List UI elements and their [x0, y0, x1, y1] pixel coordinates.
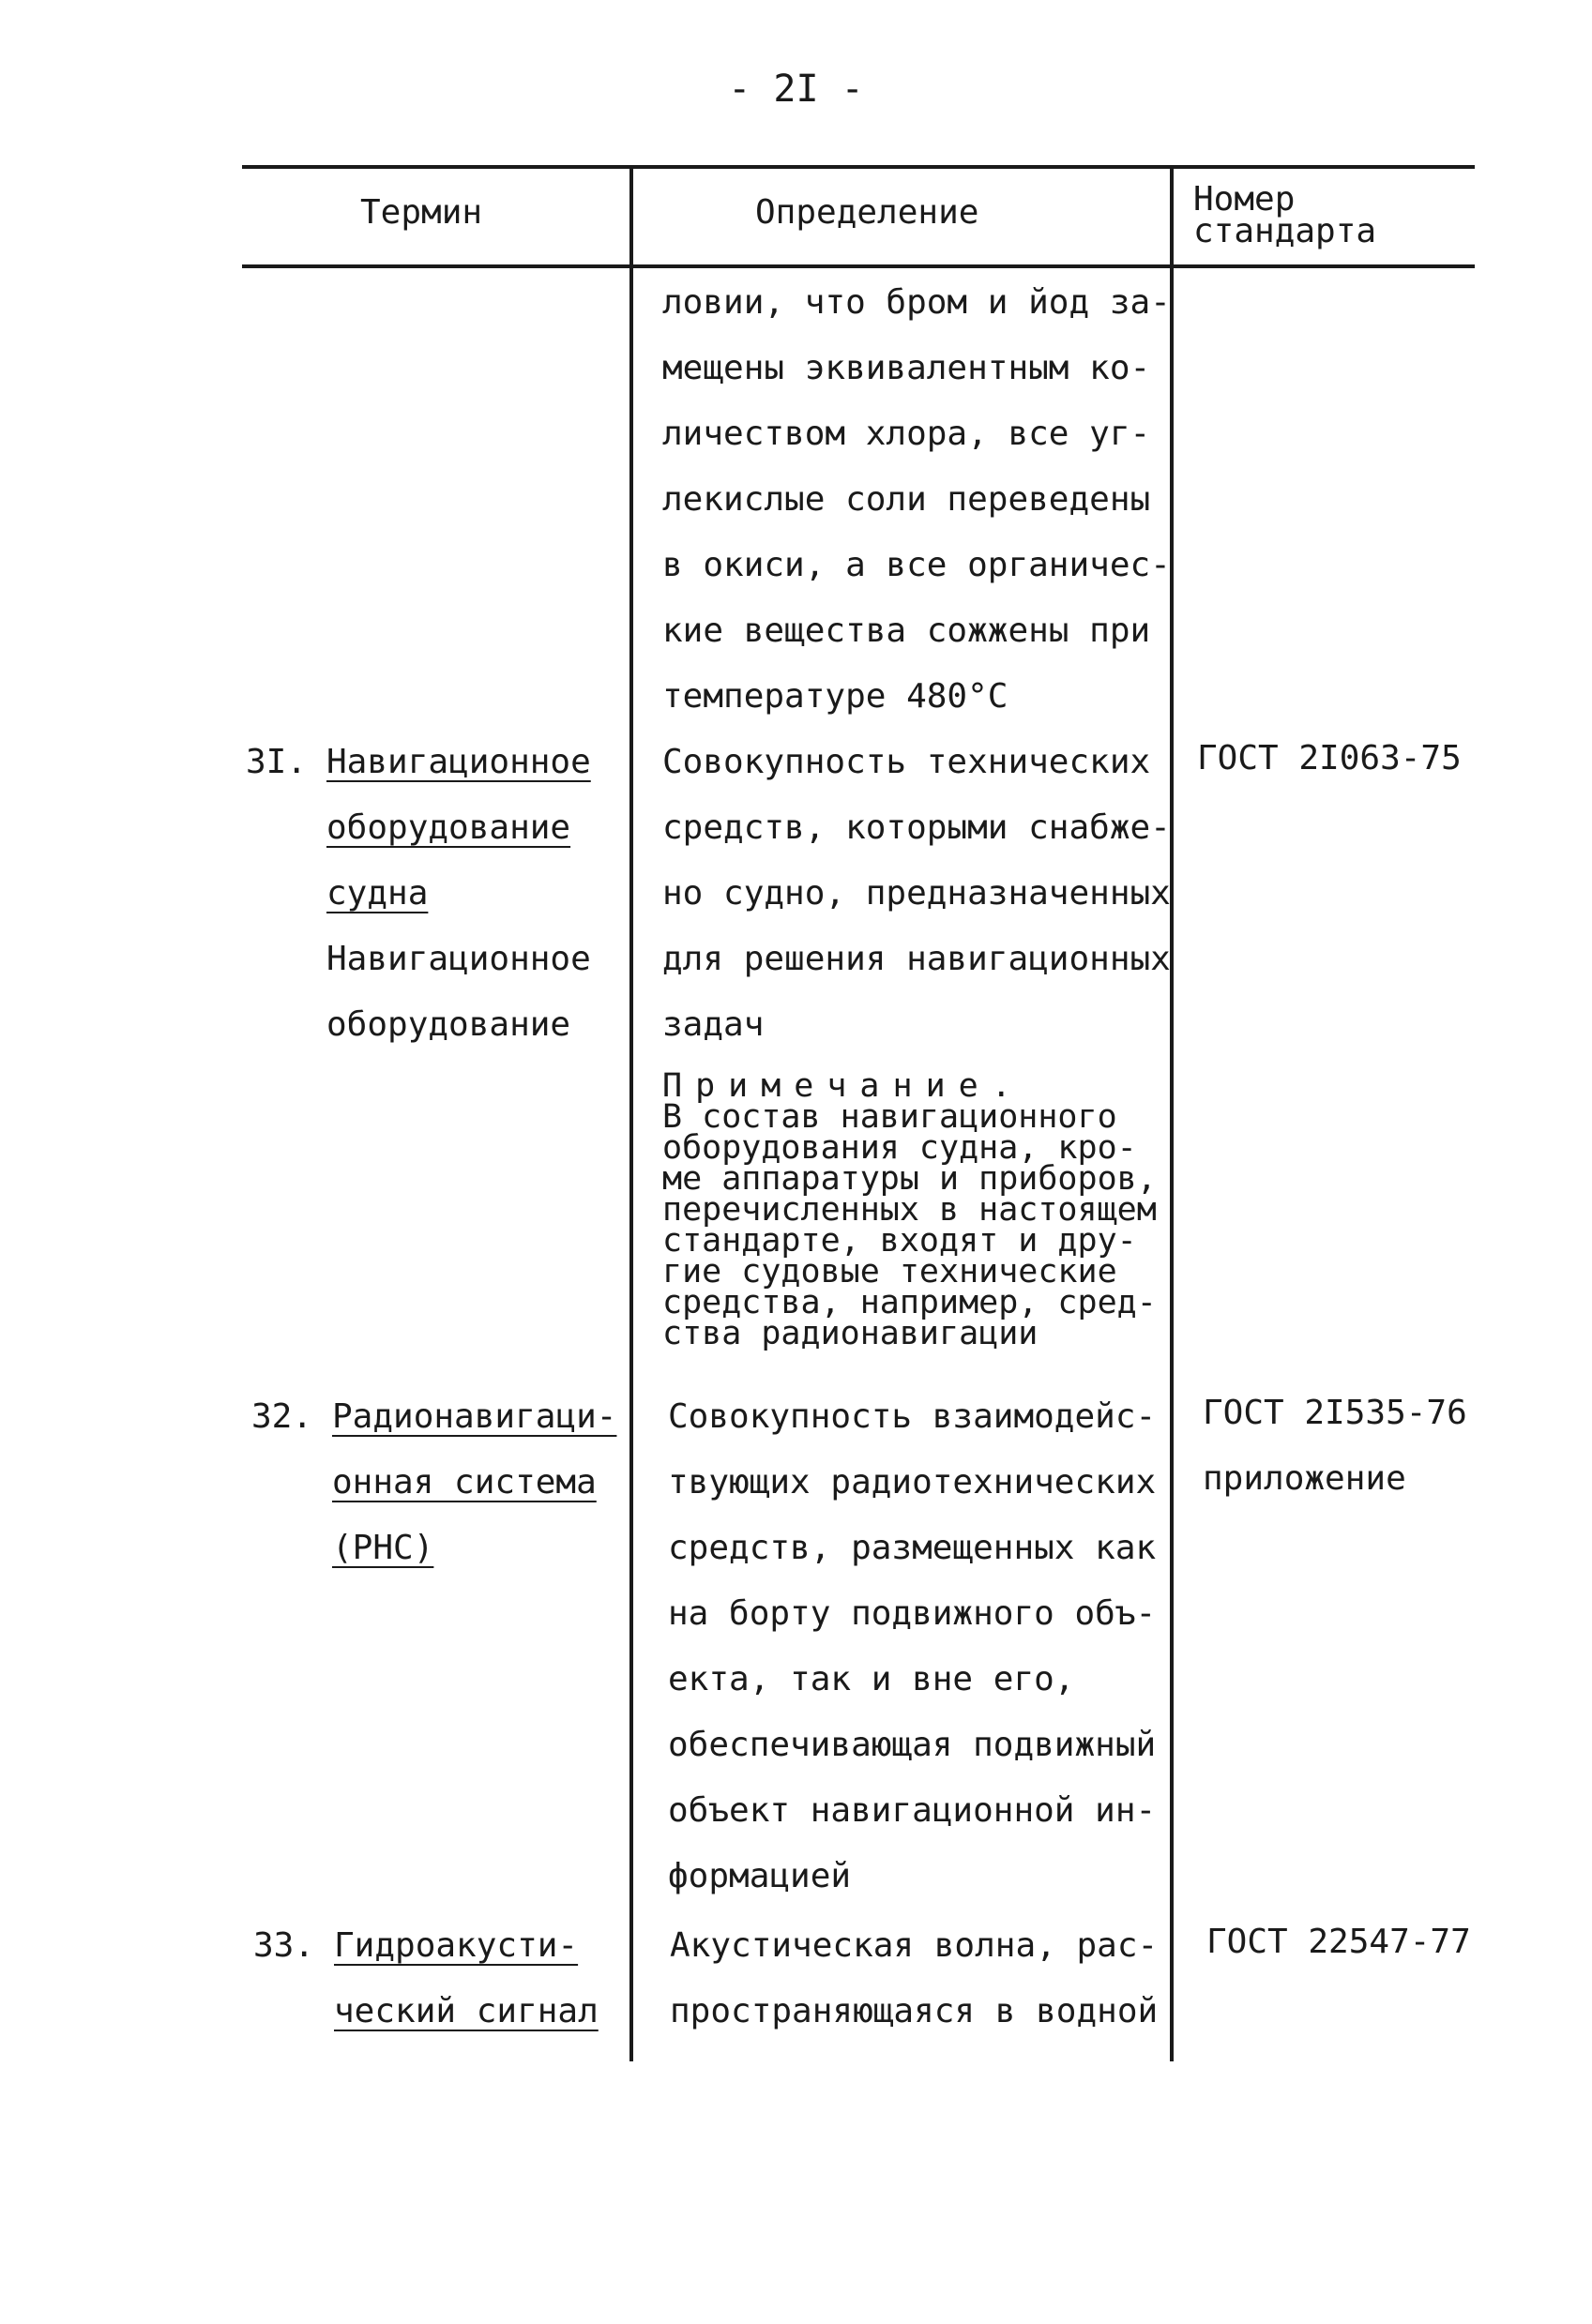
standard-line: ГОСТ 2I063-75	[1197, 739, 1462, 777]
entry-number: 32.	[251, 1397, 313, 1436]
definition-line: Акустическая волна, рас-	[670, 1926, 1159, 1965]
note-title: Примечание.	[662, 1067, 1024, 1105]
note-line: В состав навигационного	[662, 1098, 1117, 1136]
definition-line: Совокупность технических	[662, 743, 1151, 781]
definition-line: для решения навигационных	[662, 940, 1171, 978]
entry-number: 3I.	[246, 743, 308, 781]
entry-number: 33.	[253, 1926, 315, 1965]
term-line: ческий сигнал	[334, 1992, 599, 2030]
definition-line: обеспечивающая подвижный	[668, 1726, 1157, 1764]
definition-line: формацией	[668, 1857, 852, 1895]
header-bottom-rule	[242, 264, 1475, 268]
entry-term	[334, 1913, 599, 2045]
standard-line: ГОСТ 2I535-76	[1203, 1394, 1467, 1432]
term-line: судна	[326, 874, 429, 913]
definition-line: мещены эквивалентным ко-	[662, 349, 1151, 387]
table-top-rule	[242, 165, 1475, 169]
note-line: оборудования судна, кро-	[662, 1129, 1137, 1167]
definition-line: Совокупность взаимодейс-	[668, 1397, 1157, 1436]
entry-definition	[668, 1384, 1156, 1909]
page-number: - 2I -	[728, 68, 864, 111]
definition-line: твующих радиотехнических	[668, 1463, 1157, 1502]
entry-note	[662, 1067, 1157, 1352]
header-term: Термин	[360, 193, 483, 232]
term-line: Гидроакусти-	[334, 1926, 579, 1965]
entry-definition	[670, 1913, 1158, 2045]
term-line: Радионавигаци-	[332, 1397, 617, 1436]
note-line: гие судовые технические	[662, 1253, 1117, 1290]
entry-standard	[1197, 726, 1462, 792]
note-line: стандарте, входят и дру-	[662, 1222, 1137, 1260]
definition-line: задач	[662, 1005, 765, 1044]
definition-line: личеством хлора, все уг-	[662, 415, 1151, 453]
term-line: оборудование	[326, 808, 571, 847]
entry-term	[332, 1384, 616, 1581]
standard-line: ГОСТ 22547-77	[1206, 1923, 1471, 1961]
term-line: Навигационное	[326, 743, 591, 781]
entry-definition	[662, 730, 1171, 1058]
note-line: ства радионавигации	[662, 1315, 1039, 1352]
definition-line: средств, которыми снабже-	[662, 808, 1171, 847]
definition-line: в окиси, а все органичес-	[662, 546, 1171, 584]
entry-term	[326, 730, 591, 1058]
entry-standard	[1206, 1909, 1471, 1975]
column-divider-1	[629, 165, 633, 2061]
synonym-line: оборудование	[326, 1005, 571, 1044]
continuation-definition	[662, 270, 1171, 730]
note-line: средства, например, сред-	[662, 1284, 1157, 1321]
definition-line: кие вещества сожжены при	[662, 611, 1151, 650]
definition-line: екта, так и вне его,	[668, 1660, 1075, 1698]
synonym-line: Навигационное	[326, 940, 591, 978]
standard-line: приложение	[1203, 1459, 1406, 1498]
entry-standard	[1203, 1381, 1467, 1512]
header-definition: Определение	[755, 193, 979, 232]
definition-line: объект навигационной ин-	[668, 1791, 1157, 1830]
definition-line: но судно, предназначенных	[662, 874, 1171, 913]
note-line: ме аппаратуры и приборов,	[662, 1160, 1157, 1198]
definition-line: пространяющаяся в водной	[670, 1992, 1159, 2030]
term-line: онная система	[332, 1463, 597, 1502]
term-line: (РНС)	[332, 1529, 434, 1567]
definition-line: температуре 480°С	[662, 677, 1008, 716]
definition-line: на борту подвижного объ-	[668, 1594, 1157, 1633]
definition-line: средств, размещенных как	[668, 1529, 1157, 1567]
definition-line: лекислые соли переведены	[662, 480, 1151, 519]
header-standard-line2: стандарта	[1193, 212, 1377, 250]
definition-line: ловии, что бром и йод за-	[662, 283, 1171, 322]
header-standard-line1: Номер	[1193, 180, 1296, 219]
note-line: перечисленных в настоящем	[662, 1191, 1157, 1229]
